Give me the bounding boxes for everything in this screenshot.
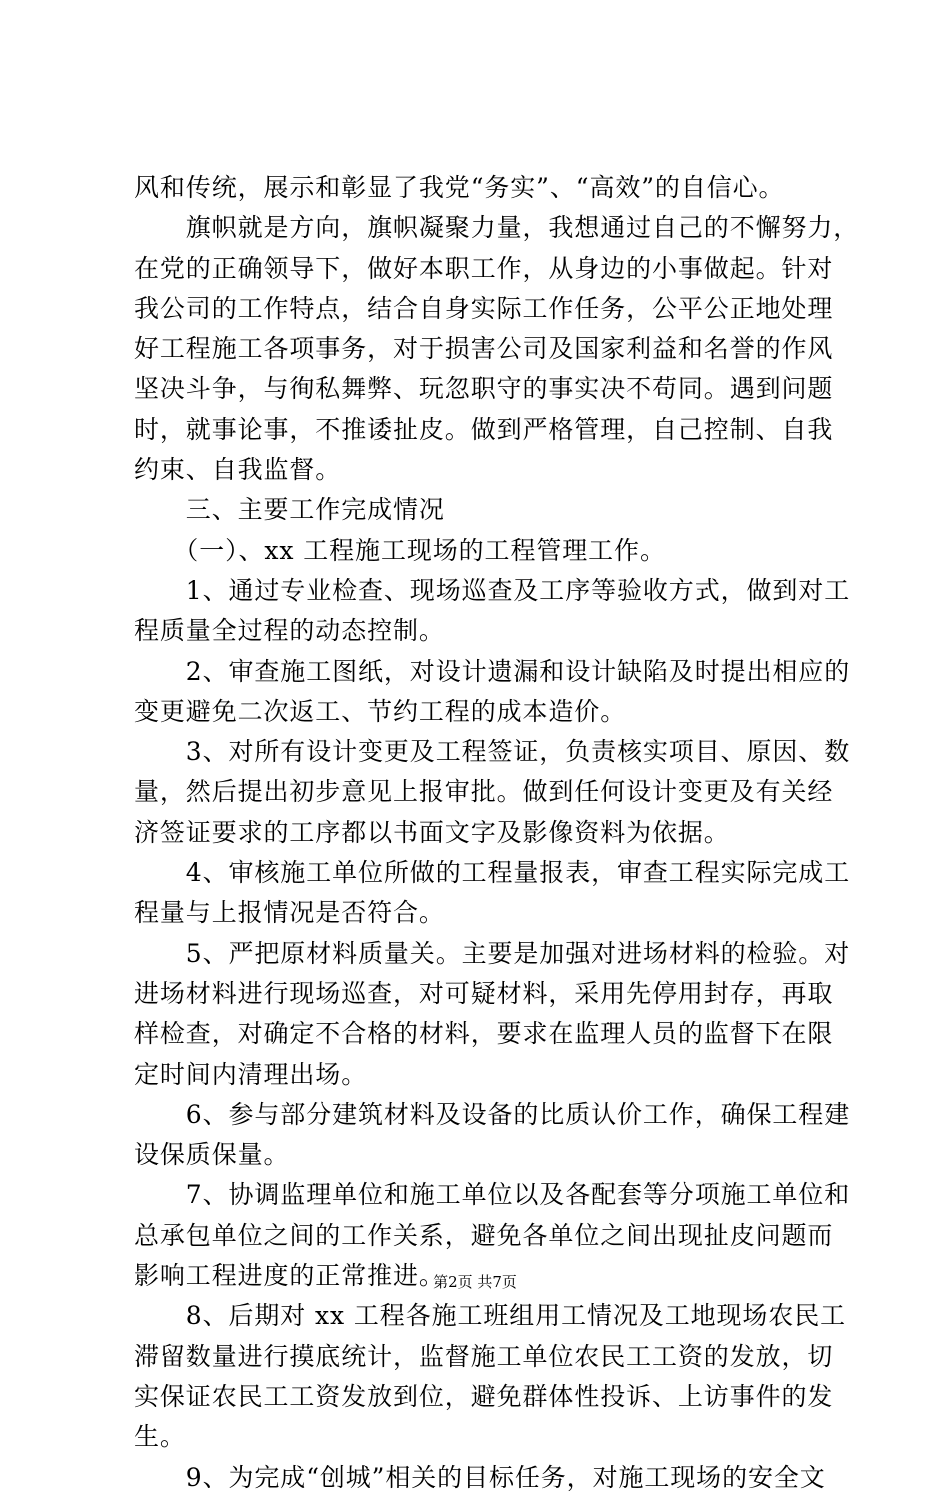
text-line: 变更避免二次返工、节约工程的成本造价。 (134, 696, 627, 726)
text-line: 定时间内清理出场。 (134, 1059, 368, 1089)
text-line: 滞留数量进行摸底统计，监督施工单位农民工工资的发放，切 (134, 1341, 834, 1371)
text-line: 总承包单位之间的工作关系，避免各单位之间出现扯皮问题而 (134, 1220, 834, 1250)
text-line: 程质量全过程的动态控制。 (134, 616, 445, 646)
page-footer: 第2页 共7页 (433, 1273, 517, 1291)
text-line: 样检查，对确定不合格的材料，要求在监理人员的监督下在限 (134, 1019, 834, 1049)
text-line: 3、对所有设计变更及工程签证，负责核实项目、原因、数 (134, 737, 851, 767)
text-line: 风和传统，展示和彰显了我党“务实”、“高效”的自信心。 (134, 173, 785, 202)
text-line: 约束、自我监督。 (134, 455, 342, 485)
text-line: 8、后期对 xx 工程各施工班组用工情况及工地现场农民工 (134, 1301, 846, 1331)
text-line: 6、参与部分建筑材料及设备的比质认价工作，确保工程建 (134, 1099, 851, 1129)
text-line: 4、审核施工单位所做的工程量报表，审查工程实际完成工 (134, 858, 851, 888)
text-line: 影响工程进度的正常推进。 (134, 1261, 445, 1291)
section-heading: 三、主要工作完成情况 (134, 495, 445, 525)
text-line: 实保证农民工工资发放到位，避免群体性投诉、上访事件的发 (134, 1381, 834, 1411)
text-line: 在党的正确领导下，做好本职工作，从身边的小事做起。针对 (134, 253, 834, 283)
subsection-heading: （一）、xx 工程施工现场的工程管理工作。 (134, 535, 666, 565)
text-line: 我公司的工作特点，结合自身实际工作任务，公平公正地处理 (134, 293, 834, 323)
text-line: 程量与上报情况是否符合。 (134, 898, 445, 928)
text-line: 好工程施工各项事务，对于损害公司及国家利益和名誉的作风 (134, 334, 834, 364)
text-line: 济签证要求的工序都以书面文字及影像资料为依据。 (134, 817, 730, 847)
text-line: 旗帜就是方向，旗帜凝聚力量，我想通过自己的不懈努力， (134, 213, 860, 243)
text-line: 生。 (134, 1422, 186, 1452)
text-line: 时，就事论事，不推诿扯皮。做到严格管理，自己控制、自我 (134, 414, 834, 444)
text-line: 量，然后提出初步意见上报审批。做到任何设计变更及有关经 (134, 777, 834, 807)
text-line: 1、通过专业检查、现场巡查及工序等验收方式，做到对工 (134, 575, 851, 605)
text-line: 5、严把原材料质量关。主要是加强对进场材料的检验。对 (134, 938, 851, 968)
text-line: 2、审查施工图纸，对设计遗漏和设计缺陷及时提出相应的 (134, 656, 851, 686)
text-line: 设保质保量。 (134, 1140, 290, 1170)
text-line: 9、为完成“创城”相关的目标任务，对施工现场的安全文 (134, 1462, 826, 1492)
text-line: 坚决斗争，与徇私舞弊、玩忽职守的事实决不苟同。遇到问题 (134, 374, 834, 404)
text-line: 进场材料进行现场巡查，对可疑材料，采用先停用封存，再取 (134, 978, 834, 1008)
text-line: 7、协调监理单位和施工单位以及各配套等分项施工单位和 (134, 1180, 851, 1210)
document-body (134, 168, 860, 1498)
